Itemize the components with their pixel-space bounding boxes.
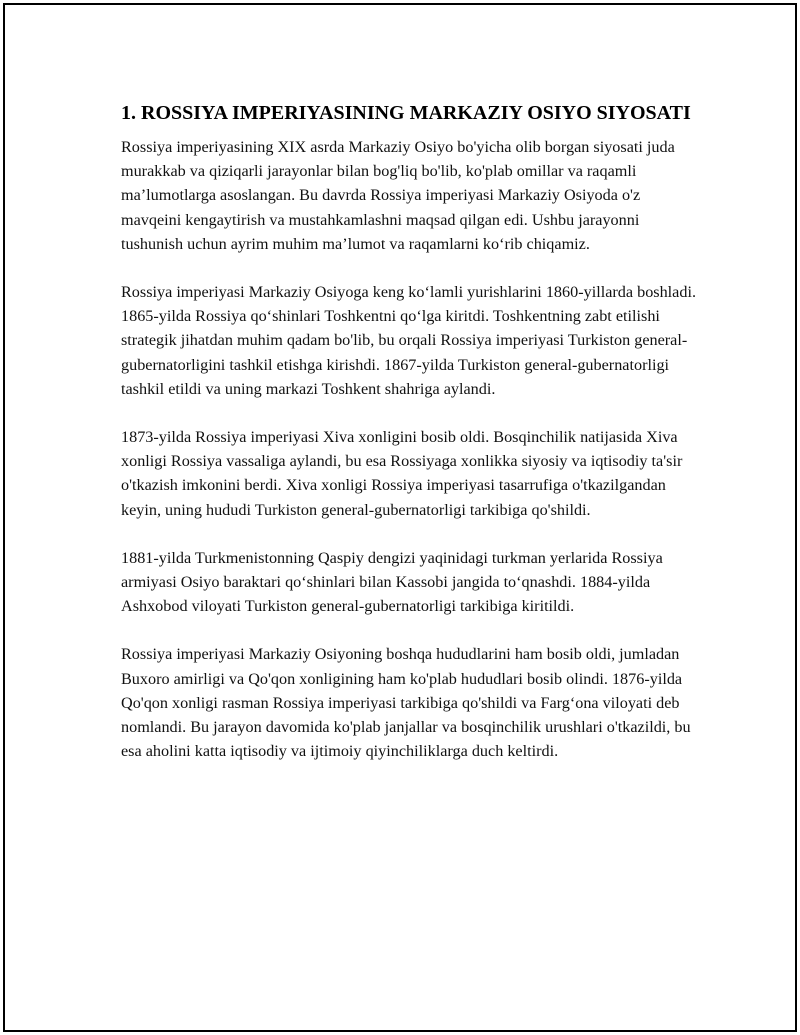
document-content: [121, 99, 701, 787]
document-page: [3, 3, 797, 1032]
paragraph-intro: Rossiya imperiyasining XIX asrda Markaziy Osiyo bo'yicha olib borgan siyosati juda murakkab va qiziqarli jarayonlar bilan bog'liq bo'lib, ko'plab omillar va raqamli ma’lumotlarga asoslangan. Bu davrda Rossiya imperiyasi Markaziy Osiyoda o'z mavqeini kengaytirish va mustahkamlashni maqsad qilgan edi. Ushbu jarayonni tushunish uchun ayrim muhim ma’lumot va raqamlarni ko‘rib chiqamiz.: [121, 138, 675, 253]
document-title: 1. ROSSIYA IMPERIYASINING MARKAZIY OSIYO SIYOSATI: [121, 102, 691, 124]
paragraph-tashkent: Rossiya imperiyasi Markaziy Osiyoga keng ko‘lamli yurishlarini 1860-yillarda boshladi. 1865-yilda Rossiya qo‘shinlari Toshkentni qo‘lga kiritdi. Toshkentning zabt etilishi strategik jihatdan muhim qadam bo'lib, bu orqali Rossiya imperiyasi Turkiston general-gubernatorligini tashkil etishga kirishdi. 1867-yilda Turkiston general-gubernatorligi tashkil etildi va uning markazi Toshkent shahriga aylandi.: [121, 283, 696, 398]
paragraph-turkmen: 1881-yilda Turkmenistonning Qaspiy dengizi yaqinidagi turkman yerlarida Rossiya armiyasi Osiyo baraktari qo‘shinlari bilan Kassobi jangida to‘qnashdi. 1884-yilda Ashxobod viloyati Turkiston general-gubernatorligi tarkibiga kiritildi.: [121, 548, 663, 616]
paragraph-bukhara-kokand: Rossiya imperiyasi Markaziy Osiyoning boshqa hududlarini ham bosib oldi, jumladan Buxoro amirligi va Qo'qon xonligining ham ko'plab hududlari bosib olindi. 1876-yilda Qo'qon xonligi rasman Rossiya imperiyasi tarkibiga qo'shildi va Farg‘ona viloyati deb nomlandi. Bu jarayon davomida ko'plab janjallar va bosqinchilik urushlari o'tkazildi, bu esa aholini katta iqtisodiy va ijtimoiy qiyinchiliklarga duch keltirdi.: [121, 645, 691, 761]
paragraph-khiva: 1873-yilda Rossiya imperiyasi Xiva xonligini bosib oldi. Bosqinchilik natijasida Xiva xonligi Rossiya vassaliga aylandi, bu esa Rossiyaga xonlikka siyosiy va iqtisodiy ta'sir o'tkazish imkonini berdi. Xiva xonligi Rossiya imperiyasi tasarrufiga o'tkazilgandan keyin, uning hududi Turkiston general-gubernatorligi tarkibiga qo'shildi.: [121, 428, 683, 519]
